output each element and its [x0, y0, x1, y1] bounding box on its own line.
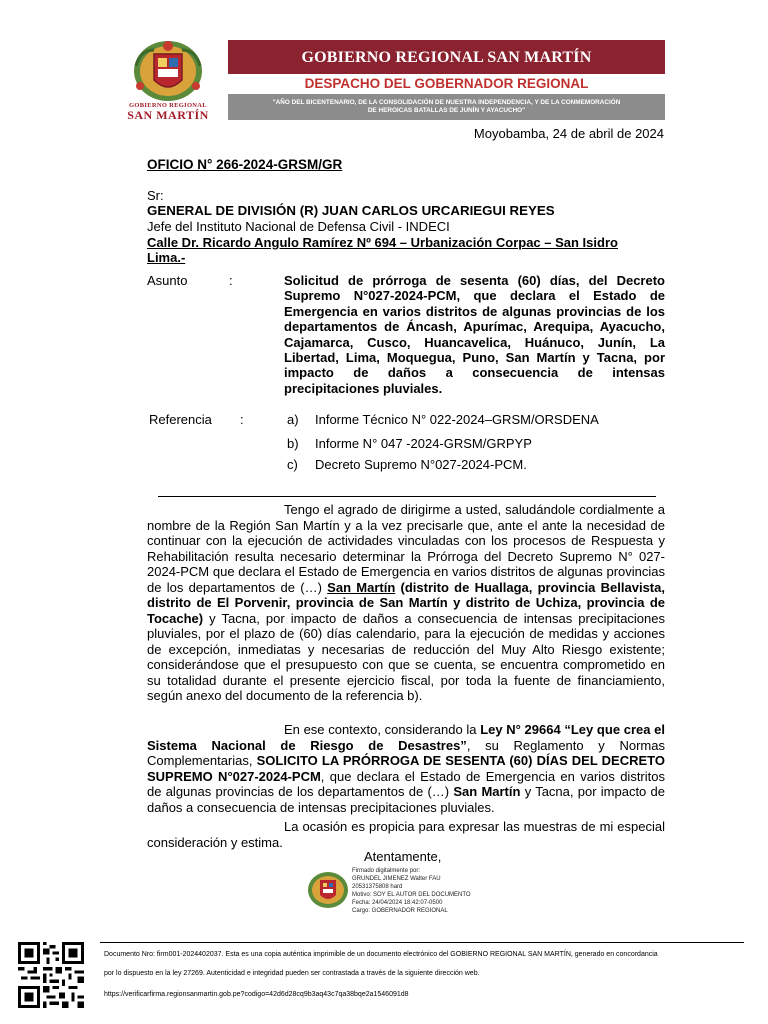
year-motto: [228, 94, 665, 120]
body-text-san-martin: San Martín: [453, 784, 521, 799]
footer-text-line: Documento Nro: firm001-2024402037. Esta es una copia auténtica imprimible de un documento electrónico del GOBIERNO REGIONAL SAN MARTÍN, generado en concordancia: [104, 951, 658, 958]
referencia-text: Decreto Supremo N°027-2024-PCM.: [315, 457, 527, 472]
recipient-city: Lima.-: [147, 250, 186, 265]
banner-title: GOBIERNO REGIONAL SAN MARTÍN: [228, 40, 665, 74]
motto-line: "AÑO DEL BICENTENARIO, DE LA CONSOLIDACIÓN DE NUESTRA INDEPENDENCIA, Y DE LA CONMEMORACIÓN: [272, 99, 621, 106]
body-text: y Tacna, por impacto de daños a consecuencia de intensas precipitaciones pluviales.: [147, 784, 665, 815]
oficio-number: OFICIO N° 266-2024-GRSM/GR: [147, 157, 343, 172]
referencia-item: [287, 412, 599, 427]
signature-line: Firmado digitalmente por:: [352, 868, 421, 874]
body-paragraph-3: [147, 819, 665, 850]
body-text-san-martin: San Martín: [327, 579, 396, 595]
referencia-letter: c): [287, 457, 298, 472]
referencia-letter: b): [287, 436, 299, 451]
body-text: Tengo el agrado de dirigirme a usted, saludándole cordialmente a nombre de la Región San Martín y a la vez precisarle que, ante el ante la necesidad de continuar con la ejecución de actividades vinculadas con los procesos de Respuesta y Rehabilitación resulta necesario determinar la Prórroga del Decreto Supremo N° 027-2024-PCM que declara el Estado de Emergencia en varios distritos de algunas provincias de los departamentos de (…): [147, 502, 665, 595]
body-text-solicito: SOLICITO LA PRÓRROGA DE SESENTA (60) DÍAS DEL DECRETO SUPREMO N°027-2024-PCM: [147, 753, 665, 784]
footer-separator: [100, 942, 744, 943]
recipient-position: Jefe del Instituto Nacional de Defensa Civil - INDECI: [147, 219, 450, 234]
referencia-item: [287, 457, 527, 472]
referencia-colon: :: [240, 412, 244, 427]
document-date: Moyobamba, 24 de abril de 2024: [473, 126, 664, 141]
referencia-item: [287, 436, 532, 451]
office-subtitle: DESPACHO DEL GOBERNADOR REGIONAL: [304, 76, 589, 91]
body-paragraph-1: [147, 502, 665, 704]
digital-signature: [352, 867, 471, 915]
salutation: Sr:: [147, 188, 164, 203]
referencia-text: Informe Técnico N° 022-2024–GRSM/ORSDENA: [315, 412, 599, 427]
signature-line: Cargo: GOBERNADOR REGIONAL: [352, 908, 448, 914]
body-text: , que declara el Estado de Emergencia en varios distritos de algunas provincias de los departamentos de (…): [147, 768, 665, 799]
body-text: y Tacna, por impacto de daños a consecuencia de intensas precipitaciones pluviales, por el plazo de (60) días calendario, para la ejecución de medidas y acciones de excepción, inmediatas y necesarias de reducción del Muy Alto Riesgo existente; considerándose que el presupuesto con que se cuenta, se encuentra comprometido en su totalidad durante el presente ejercicio fiscal, por toda la fuente de financiamiento, según anexo del documento de la referencia b).: [147, 610, 665, 703]
body-text-ley: Ley N° 29664 “Ley que crea el Sistema Nacional de Riesgo de Desastres”: [147, 722, 665, 753]
logo-caption-large: SAN MARTÍN: [127, 108, 209, 122]
verification-link[interactable]: https://verificarfirma.regionsanmartin.gob.pe?codigo=42d6d28cq9b3aq43c7qa38bqe2a1546091d8: [104, 991, 409, 998]
asunto-colon: :: [229, 273, 233, 288]
footer-text-line: por lo dispuesto en la ley 27269. Autenticidad e integridad pueden ser contrastada a través de la siguiente dirección web.: [104, 970, 480, 977]
body-text: En ese contexto, considerando la: [284, 722, 481, 737]
referencia-label: Referencia: [149, 412, 212, 427]
signature-line: Fecha: 24/04/2024 18:42:07-0500: [352, 900, 443, 906]
asunto-text: Solicitud de prórroga de sesenta (60) días, del Decreto Supremo N°027-2024-PCM, que declara el Estado de Emergencia en varios distritos de algunas provincias de los departamentos de Áncash, Apurímac, Arequipa, Ayacucho, Cajamarca, Cusco, Huancavelica, Huánuco, Junín, La Libertad, Lima, Moquegua, Puno, San Martín y Tacna, por impacto de daños a consecuencia de intensas precipitaciones pluviales.: [284, 273, 665, 396]
body-text-districts: (distrito de Huallaga, provincia Bellavista, distrito de El Porvenir, provincia de San Martín y distrito de Uchiza, provincia de Tocache): [147, 579, 665, 626]
signature-line: Motivo: SOY EL AUTOR DEL DOCUMENTO: [352, 892, 471, 898]
body-paragraph-2: [147, 722, 665, 815]
asunto-label: Asunto: [147, 273, 188, 288]
recipient-name: GENERAL DE DIVISIÓN (R) JUAN CARLOS URCARIEGUI REYES: [147, 203, 555, 218]
body-text: , su Reglamento y Normas Complementarias,: [147, 737, 665, 768]
referencia-letter: a): [287, 412, 299, 427]
signature-line: 20531375808 hard: [352, 884, 403, 890]
body-text: La ocasión es propicia para expresar las muestras de mi especial consideración y estima.: [147, 819, 665, 850]
separator-line: [158, 496, 656, 497]
closing: Atentamente,: [364, 849, 442, 864]
coat-of-arms-icon: [306, 868, 350, 912]
logo-caption-small: GOBIERNO REGIONAL: [129, 102, 207, 109]
qr-code-icon: [18, 942, 84, 1008]
signature-line: GRUNDEL JIMENEZ Walter FAU: [352, 876, 441, 882]
referencia-text: Informe N° 047 -2024-GRSM/GRPYP: [315, 436, 532, 451]
recipient-address: Calle Dr. Ricardo Angulo Ramírez Nº 694 – Urbanización Corpac – San Isidro: [147, 235, 618, 250]
motto-line: DE HEROICAS BATALLAS DE JUNÍN Y AYACUCHO": [367, 107, 526, 114]
